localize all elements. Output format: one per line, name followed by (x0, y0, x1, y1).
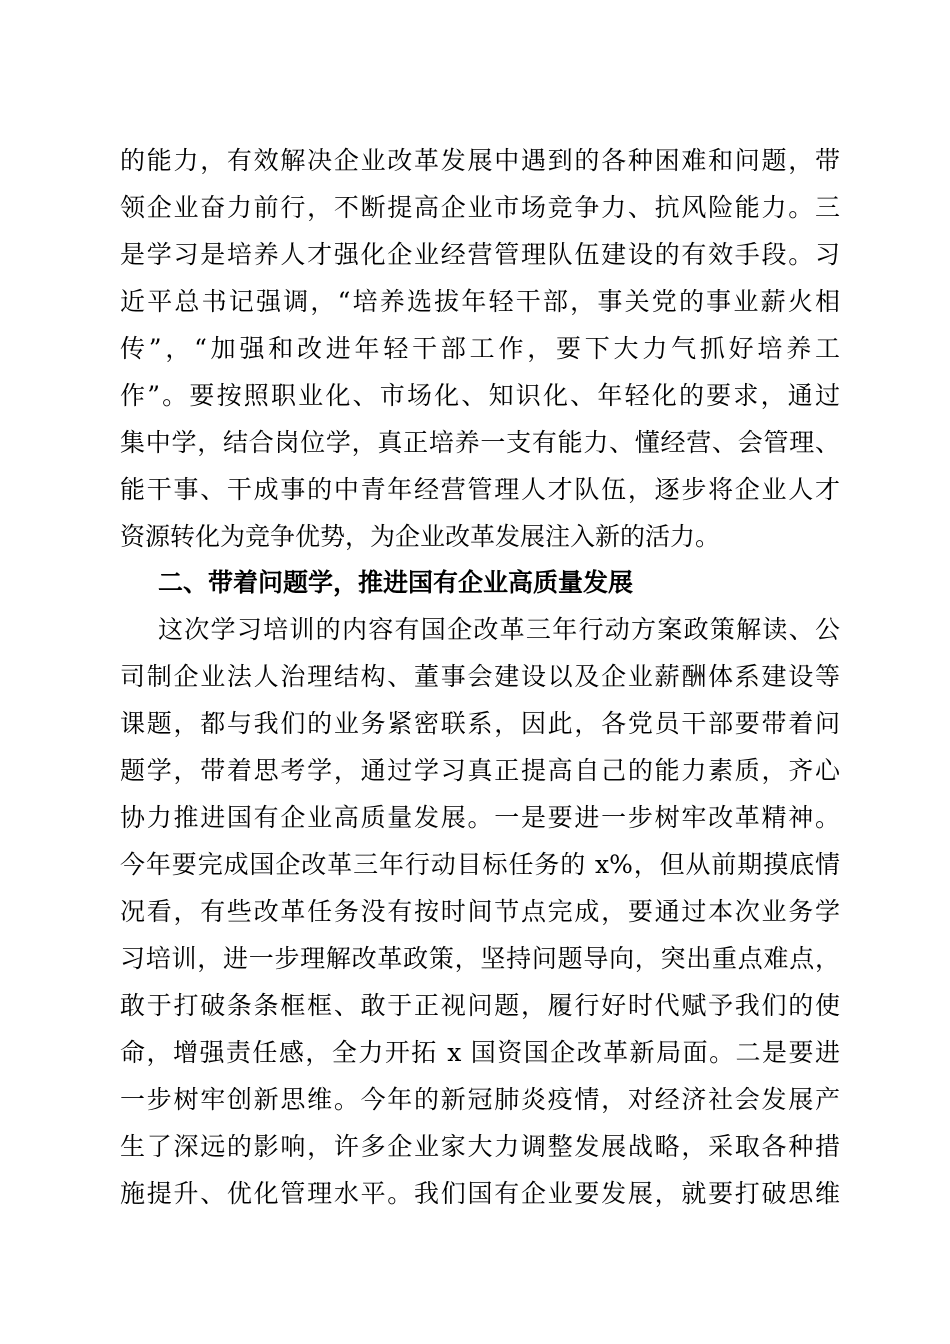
text-line: 施提升、优化管理水平。我们国有企业要发展，就要打破思维 (120, 1179, 840, 1208)
text-line: 是学习是培养人才强化企业经营管理队伍建设的有效手段。习 (120, 240, 840, 269)
text-line: 课题，都与我们的业务紧密联系，因此，各党员干部要带着问 (120, 709, 840, 738)
text-line: 况看，有些改革任务没有按时间节点完成，要通过本次业务学 (120, 897, 840, 926)
text-line: 协力推进国有企业高质量发展。一是要进一步树牢改革精神。 (120, 803, 840, 832)
text-line: 习培训，进一步理解改革政策，坚持问题导向，突出重点难点， (120, 944, 840, 973)
text-line: 的能力，有效解决企业改革发展中遇到的各种困难和问题，带 (120, 146, 840, 175)
text-line: 题学，带着思考学，通过学习真正提高自己的能力素质，齐心 (120, 756, 840, 785)
text-line: 领企业奋力前行，不断提高企业市场竞争力、抗风险能力。三 (120, 193, 840, 222)
text-line: 传”，“加强和改进年轻干部工作，要下大力气抓好培养工 (120, 334, 840, 363)
text-line: 近平总书记强调，“培养选拔年轻干部，事关党的事业薪火相 (120, 287, 840, 316)
text-line: 作”。要按照职业化、市场化、知识化、年轻化的要求，通过 (120, 381, 840, 410)
text-line: 资源转化为竞争优势，为企业改革发展注入新的活力。 (120, 522, 721, 551)
text-line: 生了深远的影响，许多企业家大力调整发展战略，采取各种措 (120, 1132, 840, 1161)
text-line: 这次学习培训的内容有国企改革三年行动方案政策解读、公 (158, 615, 840, 644)
text-line: 命，增强责任感，全力开拓 x 国资国企改革新局面。二是要进 (120, 1038, 840, 1067)
text-line: 能干事、干成事的中青年经营管理人才队伍，逐步将企业人才 (120, 475, 840, 504)
section-heading: 二、带着问题学，推进国有企业高质量发展 (158, 568, 634, 597)
text-line: 一步树牢创新思维。今年的新冠肺炎疫情，对经济社会发展产 (120, 1085, 840, 1114)
text-line: 今年要完成国企改革三年行动目标任务的 x%，但从前期摸底情 (120, 850, 840, 879)
text-line: 集中学，结合岗位学，真正培养一支有能力、懂经营、会管理、 (120, 428, 840, 457)
text-line: 司制企业法人治理结构、董事会建设以及企业薪酬体系建设等 (120, 662, 840, 691)
text-line: 敢于打破条条框框、敢于正视问题，履行好时代赋予我们的使 (120, 991, 840, 1020)
